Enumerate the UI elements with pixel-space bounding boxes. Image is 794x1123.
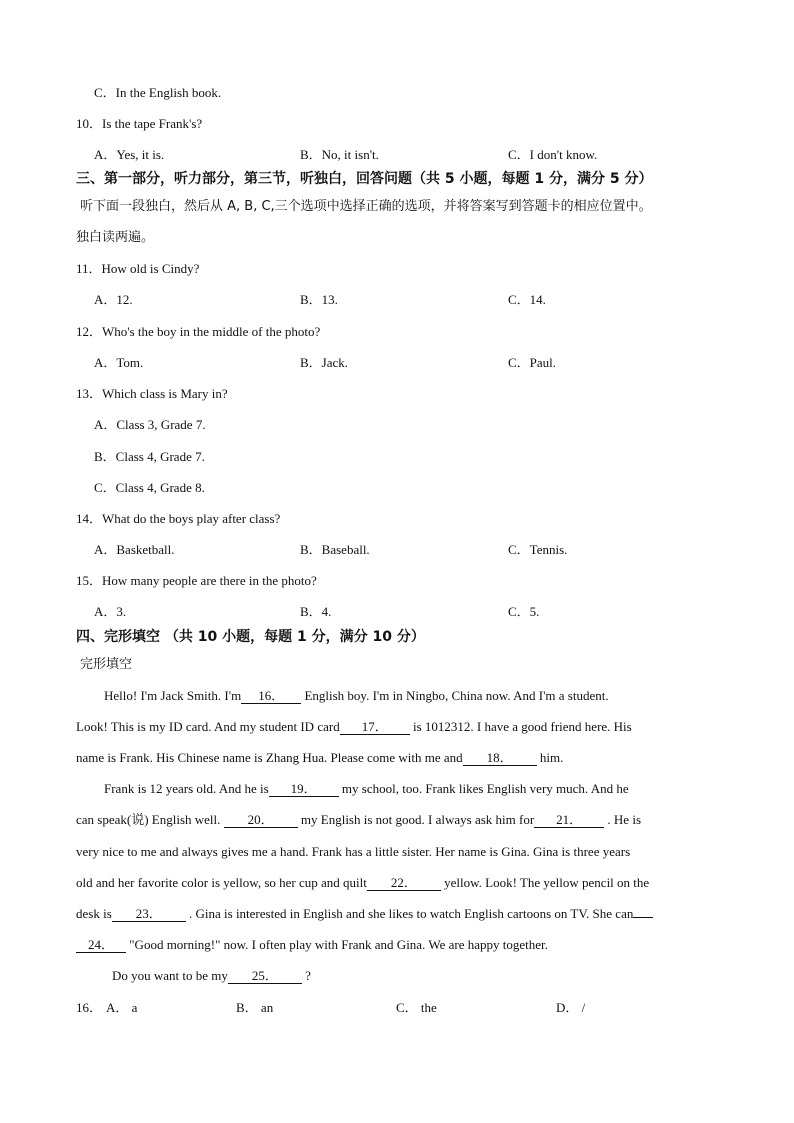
- passage-line-1: [104, 687, 609, 705]
- blank-18: 18．: [463, 750, 537, 766]
- q15-stem: 15．How many people are there in the photo?: [76, 573, 317, 588]
- passage-text: Frank is 12 years old. And he is: [104, 781, 269, 796]
- passage-line-6: very nice to me and always gives me a hand. Frank has a little sister. Her name is Gina. Gina is three years: [76, 844, 631, 859]
- q12-option-a: A．Tom.: [94, 355, 144, 370]
- blank-23: 23．: [112, 906, 186, 922]
- passage-text: Hello! I'm Jack Smith. I'm: [104, 688, 242, 703]
- q14-option-b: B．Baseball.: [300, 542, 370, 557]
- q12-option-b: B．Jack.: [300, 355, 349, 370]
- section3-instruction-1: 听下面一段独白，然后从 A, B, C,三个选项中选择正确的选项，并将答案写到答题卡的相应位置中。: [80, 199, 652, 214]
- passage-text: . He is: [607, 812, 642, 827]
- passage-line-4: [104, 780, 629, 798]
- blank-16: 16．: [241, 688, 301, 704]
- q15-option-a: A．3.: [94, 604, 127, 619]
- passage-text: Look! This is my ID card. And my student ID card: [76, 719, 340, 734]
- passage-text: can speak(说) English well.: [76, 812, 221, 827]
- section4-subtitle: 完形填空: [80, 657, 133, 672]
- q13-option-c: C．Class 4, Grade 8.: [94, 480, 205, 495]
- section4-title: 四、完形填空 （共 10 小题，每题 1 分，满分 10 分）: [76, 629, 425, 645]
- passage-text: "Good morning!" now. I often play with Frank and Gina. We are happy together.: [129, 937, 548, 952]
- passage-text: desk is: [76, 906, 112, 921]
- passage-text: Do you want to be my: [112, 968, 228, 983]
- blank-24-lead: [633, 917, 653, 918]
- passage-line-9: [76, 936, 548, 954]
- q11-option-b: B．13.: [300, 292, 338, 307]
- q14-option-a: A．Basketball.: [94, 542, 175, 557]
- q10-option-c: C．I don't know.: [508, 147, 598, 162]
- q16-option-d: D． /: [556, 1000, 586, 1015]
- q11-option-a: A．12.: [94, 292, 133, 307]
- q15-option-b: B．4.: [300, 604, 332, 619]
- blank-20: 20．: [224, 812, 298, 828]
- section3-title: 三、第一部分，听力部分，第三节，听独白，回答问题（共 5 小题，每题 1 分，满分 5 分）: [76, 171, 653, 187]
- q10-stem: 10．Is the tape Frank's?: [76, 116, 203, 131]
- passage-text: name is Frank. His Chinese name is Zhang Hua. Please come with me and: [76, 750, 463, 765]
- blank-22: 22．: [367, 875, 441, 891]
- passage-line-7: [76, 874, 649, 892]
- blank-25: 25．: [228, 968, 302, 984]
- blank-21: 21．: [534, 812, 604, 828]
- q16-option-c: C． the: [396, 1000, 437, 1015]
- q12-option-c: C．Paul.: [508, 355, 557, 370]
- q14-stem: 14．What do the boys play after class?: [76, 511, 281, 526]
- passage-line-3: [76, 749, 563, 767]
- q16-option-a: A． a: [106, 1000, 138, 1015]
- passage-line-2: [76, 718, 632, 736]
- q11-stem: 11．How old is Cindy?: [76, 261, 200, 276]
- passage-text: . Gina is interested in English and she likes to watch English cartoons on TV. She can: [189, 906, 634, 921]
- blank-24: 24．: [76, 937, 126, 953]
- q10-option-a: A．Yes, it is.: [94, 147, 165, 162]
- blank-19: 19．: [269, 781, 339, 797]
- passage-text: my school, too. Frank likes English very much. And he: [341, 781, 629, 796]
- passage-line-5: [76, 811, 641, 829]
- q10-option-b: B．No, it isn't.: [300, 147, 379, 162]
- passage-text: ?: [305, 968, 311, 983]
- q13-option-a: A．Class 3, Grade 7.: [94, 417, 206, 432]
- q9-option-c: C．In the English book.: [94, 85, 222, 100]
- passage-line-10: [112, 967, 311, 985]
- q16-option-b: B． an: [236, 1000, 274, 1015]
- q12-stem: 12．Who's the boy in the middle of the photo?: [76, 324, 321, 339]
- q11-option-c: C．14.: [508, 292, 546, 307]
- q14-option-c: C．Tennis.: [508, 542, 568, 557]
- q15-option-c: C．5.: [508, 604, 540, 619]
- passage-line-8: [76, 905, 653, 923]
- q13-option-b: B．Class 4, Grade 7.: [94, 449, 205, 464]
- passage-text: old and her favorite color is yellow, so her cup and quilt: [76, 875, 367, 890]
- blank-17: 17．: [340, 719, 410, 735]
- q16-label: 16．: [76, 1000, 103, 1015]
- q13-stem: 13．Which class is Mary in?: [76, 386, 228, 401]
- passage-text: English boy. I'm in Ningbo, China now. And I'm a student.: [304, 688, 609, 703]
- passage-text: yellow. Look! The yellow pencil on the: [444, 875, 650, 890]
- passage-text: is 1012312. I have a good friend here. His: [412, 719, 632, 734]
- section3-instruction-2: 独白读两遍。: [76, 230, 155, 245]
- passage-text: him.: [539, 750, 564, 765]
- passage-text: my English is not good. I always ask him for: [300, 812, 535, 827]
